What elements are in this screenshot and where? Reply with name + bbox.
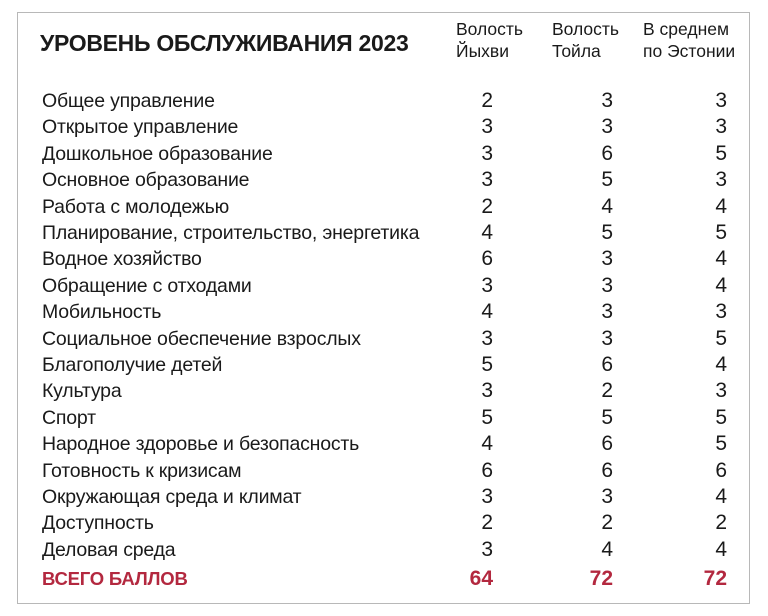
value-toila: 3 — [601, 247, 613, 271]
table-row — [0, 537, 768, 563]
value-toila: 6 — [601, 141, 613, 165]
row-label: Основное образование — [42, 169, 250, 192]
value-toila: 2 — [601, 379, 613, 403]
value-estonia-average: 4 — [715, 273, 727, 297]
value-toila: 3 — [601, 273, 613, 297]
table-row — [0, 141, 768, 167]
value-johvi: 3 — [481, 326, 493, 350]
row-label: Обращение с отходами — [42, 274, 252, 297]
value-toila: 3 — [601, 89, 613, 112]
row-label: Водное хозяйство — [42, 248, 202, 271]
row-label: Народное здоровье и безопасность — [42, 433, 360, 456]
row-label: Готовность к кризисам — [42, 459, 242, 482]
total-value-johvi: 64 — [469, 567, 493, 590]
row-label: Общее управление — [42, 90, 215, 112]
value-johvi: 3 — [481, 273, 493, 297]
value-johvi: 5 — [481, 405, 493, 429]
table-row — [0, 458, 768, 484]
value-johvi: 4 — [481, 300, 493, 324]
value-toila: 3 — [601, 115, 613, 139]
table-row — [0, 510, 768, 536]
table-title: УРОВЕНЬ ОБСЛУЖИВАНИЯ 2023 — [40, 30, 409, 56]
table-row — [0, 167, 768, 193]
table-row — [0, 194, 768, 220]
row-label: Планирование, строительство, энергетика — [42, 222, 420, 244]
value-estonia-average: 3 — [715, 379, 727, 403]
table-row — [0, 326, 768, 352]
value-estonia-average: 5 — [715, 432, 727, 456]
table-row — [0, 378, 768, 404]
value-estonia-average: 5 — [715, 326, 727, 350]
column-header-toila — [552, 18, 619, 62]
column-header-line: по Эстонии — [643, 41, 736, 61]
total-value-toila: 72 — [589, 567, 613, 590]
value-toila: 6 — [601, 432, 613, 456]
row-label: Культура — [42, 380, 122, 403]
value-johvi: 2 — [481, 89, 493, 112]
table-row — [0, 114, 768, 140]
value-toila: 3 — [601, 300, 613, 324]
value-johvi: 5 — [481, 353, 493, 376]
table-row — [0, 273, 768, 299]
value-toila: 5 — [601, 168, 613, 192]
value-johvi: 3 — [481, 379, 493, 403]
value-estonia-average: 3 — [715, 168, 727, 192]
row-label: Спорт — [42, 406, 96, 429]
table-row — [0, 484, 768, 510]
value-estonia-average: 4 — [715, 537, 727, 561]
value-toila: 3 — [601, 326, 613, 350]
column-header-estonia-average — [643, 18, 735, 62]
row-label: Социальное обеспечение взрослых — [42, 327, 361, 350]
table-row — [0, 88, 768, 114]
value-toila: 5 — [601, 221, 613, 244]
value-johvi: 4 — [481, 432, 493, 456]
value-johvi: 2 — [481, 194, 493, 218]
row-label: Деловая среда — [42, 538, 176, 561]
value-estonia-average: 3 — [715, 89, 727, 112]
value-johvi: 3 — [481, 115, 493, 139]
value-estonia-average: 3 — [715, 300, 727, 324]
column-header-line: Волость — [552, 19, 620, 39]
row-label: Дошкольное образование — [42, 142, 273, 165]
value-johvi: 3 — [481, 485, 493, 508]
row-label: Мобильность — [42, 301, 162, 324]
value-johvi: 3 — [481, 537, 493, 561]
table-row — [0, 352, 768, 378]
table-row — [0, 246, 768, 272]
value-estonia-average: 5 — [715, 141, 727, 165]
row-label: Окружающая среда и климат — [42, 486, 302, 508]
value-toila: 2 — [601, 511, 613, 535]
total-value-estonia-average: 72 — [703, 567, 727, 590]
column-header-line: Йыхви — [456, 41, 509, 61]
value-johvi: 6 — [481, 458, 493, 482]
row-label: Работа с молодежью — [42, 195, 230, 218]
value-estonia-average: 4 — [715, 194, 727, 218]
value-toila: 6 — [601, 353, 613, 376]
value-toila: 5 — [601, 405, 613, 429]
value-johvi: 6 — [481, 247, 493, 271]
row-label: Открытое управление — [42, 116, 239, 139]
column-header-johvi — [456, 18, 523, 62]
value-estonia-average: 3 — [715, 115, 727, 139]
column-header-line: Тойла — [552, 41, 601, 61]
value-toila: 3 — [601, 485, 613, 508]
total-label: ВСЕГО БАЛЛОВ — [42, 568, 188, 589]
row-label: Благополучие детей — [42, 354, 223, 376]
value-estonia-average: 5 — [715, 221, 727, 244]
table-row — [0, 405, 768, 431]
table-row — [0, 299, 768, 325]
value-estonia-average: 2 — [715, 511, 727, 535]
table-row — [0, 431, 768, 457]
total-row — [0, 566, 768, 592]
value-estonia-average: 4 — [715, 247, 727, 271]
value-estonia-average: 4 — [715, 353, 727, 376]
value-johvi: 4 — [481, 221, 493, 244]
row-label: Доступность — [42, 512, 154, 535]
value-estonia-average: 5 — [715, 405, 727, 429]
value-toila: 4 — [601, 537, 613, 561]
value-johvi: 3 — [481, 141, 493, 165]
column-header-line: В среднем — [643, 19, 730, 39]
value-johvi: 3 — [481, 168, 493, 192]
column-header-line: Волость — [456, 19, 524, 39]
table-row — [0, 220, 768, 246]
value-estonia-average: 6 — [715, 458, 727, 482]
value-estonia-average: 4 — [715, 485, 727, 508]
value-toila: 6 — [601, 458, 613, 482]
value-johvi: 2 — [481, 511, 493, 535]
value-toila: 4 — [601, 194, 613, 218]
